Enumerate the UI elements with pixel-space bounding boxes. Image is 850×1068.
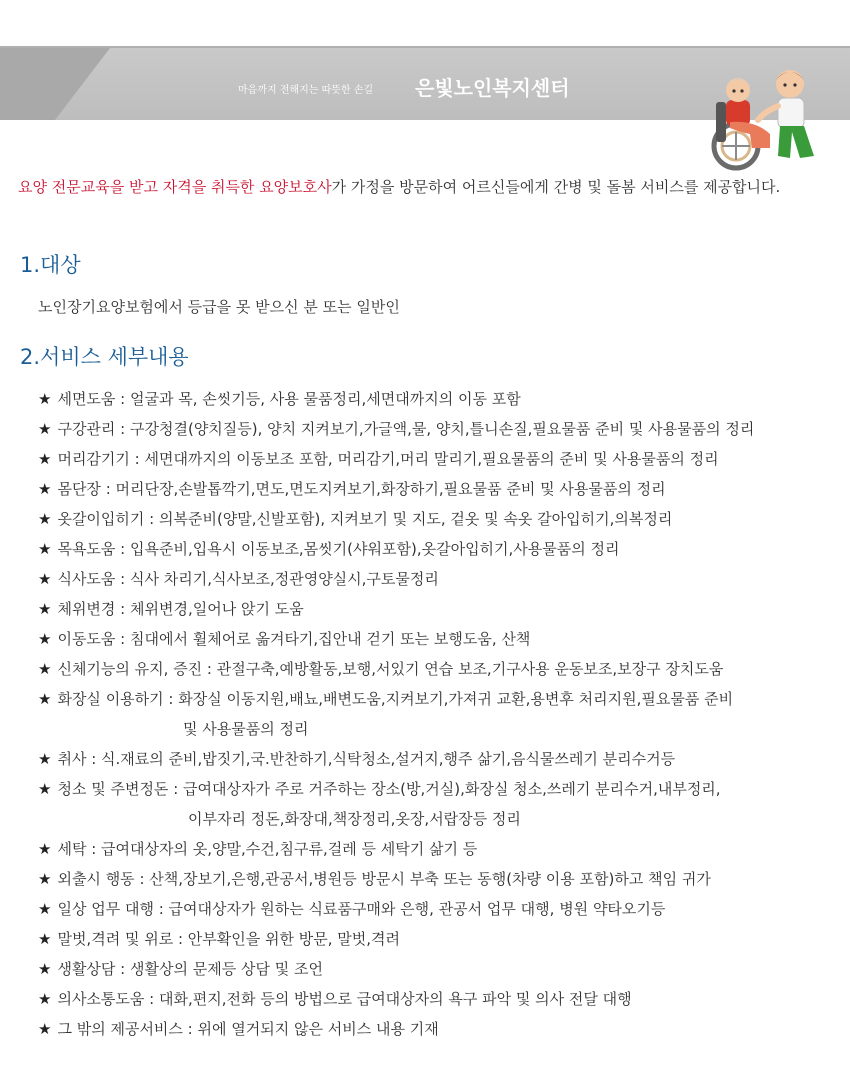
star-icon: ★ xyxy=(38,1020,52,1038)
list-item: ★ 취사 : 식.재료의 준비,밥짓기,국.반찬하기,식탁청소,설거지,행주 삶기,음식물쓰레기 분리수거등 xyxy=(38,750,676,768)
star-icon: ★ xyxy=(38,390,52,408)
star-icon: ★ xyxy=(38,960,52,978)
star-icon: ★ xyxy=(38,780,52,798)
list-item: ★ 신체기능의 유지, 증진 : 관절구축,예방활동,보행,서있기 연습 보조,기구사용 운동보조,보장구 장치도움 xyxy=(38,660,724,678)
list-item: ★ 말벗,격려 및 위로 : 안부확인을 위한 방문, 말벗,격려 xyxy=(38,930,400,948)
list-item: ★ 목욕도움 : 입욕준비,입욕시 이동보조,몸씻기(샤워포함),옷갈아입히기,사용물품의 정리 xyxy=(38,540,620,558)
star-icon: ★ xyxy=(38,660,52,678)
star-icon: ★ xyxy=(38,510,52,528)
list-item: ★ 화장실 이용하기 : 화장실 이동지원,배뇨,배변도움,지켜보기,가져귀 교환,용변후 처리지원,필요물품 준비 및 사용물품의 정리 xyxy=(38,684,754,744)
star-icon: ★ xyxy=(38,990,52,1008)
list-item: ★ 세탁 : 급여대상자의 옷,양말,수건,침구류,걸레 등 세탁기 삶기 등 xyxy=(38,840,478,858)
banner-subtitle: 마음까지 전해지는 따뜻한 손길 xyxy=(238,85,374,96)
star-icon: ★ xyxy=(38,690,52,708)
intro-highlight: 요양 전문교육을 받고 자격을 취득한 요양보호사 xyxy=(18,178,332,196)
banner-title: 은빛노인복지센터 xyxy=(415,76,570,100)
star-icon: ★ xyxy=(38,870,52,888)
star-icon: ★ xyxy=(38,840,52,858)
section-heading-target: 1.대상 xyxy=(20,253,81,277)
banner-decoration xyxy=(0,48,110,120)
list-item: ★ 일상 업무 대행 : 급여대상자가 원하는 식료품구매와 은행, 관공서 업무 대행, 병원 약타오기등 xyxy=(38,900,666,918)
list-item: ★ 체위변경 : 체위변경,일어나 앉기 도움 xyxy=(38,600,304,618)
caregiver-illustration xyxy=(700,62,830,172)
list-item: ★ 외출시 행동 : 산책,장보기,은행,관공서,병원등 방문시 부축 또는 동행(차량 이용 포함)하고 책임 귀가 xyxy=(38,870,711,888)
star-icon: ★ xyxy=(38,420,52,438)
intro-rest: 가 가정을 방문하여 어르신들에게 간병 및 돌봄 서비스를 제공합니다. xyxy=(331,178,781,196)
intro-text xyxy=(18,176,838,197)
star-icon: ★ xyxy=(38,900,52,918)
list-item-continuation: 이부자리 정돈,화장대,책장정리,옷장,서랍장등 정리 xyxy=(188,810,521,828)
list-item: ★ 머리감기기 : 세면대까지의 이동보조 포함, 머리감기,머리 말리기,필요물품의 준비 및 사용물품의 정리 xyxy=(38,450,719,468)
list-item: ★ 의사소통도움 : 대화,편지,전화 등의 방법으로 급여대상자의 욕구 파악 및 의사 전달 대행 xyxy=(38,990,632,1008)
list-item: ★ 구강관리 : 구강청결(양치질등), 양치 지켜보기,가글액,물, 양치,틀니손질,필요물품 준비 및 사용물품의 정리 xyxy=(38,420,755,438)
list-item: ★ 생활상담 : 생활상의 문제등 상담 및 조언 xyxy=(38,960,323,978)
star-icon: ★ xyxy=(38,600,52,618)
list-item: ★ 몸단장 : 머리단장,손발톱깍기,면도,면도지켜보기,화장하기,필요물품 준비 및 사용물품의 정리 xyxy=(38,480,666,498)
service-list xyxy=(38,384,754,1044)
star-icon: ★ xyxy=(38,570,52,588)
list-item: ★ 세면도움 : 얼굴과 목, 손씻기등, 사용 물품정리,세면대까지의 이동 포함 xyxy=(38,390,521,408)
section-heading-services: 2.서비스 세부내용 xyxy=(20,345,189,369)
list-item: ★ 청소 및 주변정돈 : 급여대상자가 주로 거주하는 장소(방,거실),화장실 청소,쓰레기 분리수거,내부정리, 이부자리 정돈,화장대,책장정리,옷장,서랍장등 정리 xyxy=(38,774,754,834)
star-icon: ★ xyxy=(38,630,52,648)
list-item: ★ 그 밖의 제공서비스 : 위에 열거되지 않은 서비스 내용 기재 xyxy=(38,1020,439,1038)
star-icon: ★ xyxy=(38,450,52,468)
target-description: 노인장기요양보험에서 등급을 못 받으신 분 또는 일반인 xyxy=(38,298,400,316)
star-icon: ★ xyxy=(38,930,52,948)
star-icon: ★ xyxy=(38,750,52,768)
list-item: ★ 식사도움 : 식사 차리기,식사보조,정관영양실시,구토물정리 xyxy=(38,570,439,588)
star-icon: ★ xyxy=(38,540,52,558)
list-item: ★ 옷갈이입히기 : 의복준비(양말,신발포함), 지켜보기 및 지도, 겉옷 및 속옷 갈아입히기,의복정리 xyxy=(38,510,673,528)
list-item-continuation: 및 사용물품의 정리 xyxy=(183,720,309,738)
list-item: ★ 이동도움 : 침대에서 휠체어로 옮겨타기,집안내 걷기 또는 보행도움, 산책 xyxy=(38,630,531,648)
star-icon: ★ xyxy=(38,480,52,498)
